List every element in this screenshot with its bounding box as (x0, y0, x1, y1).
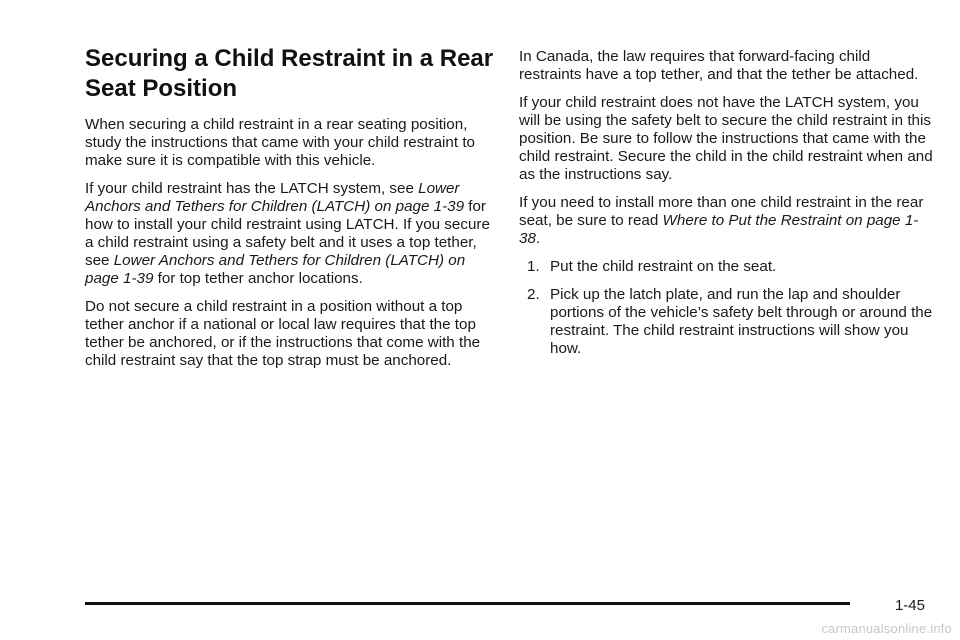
latch-reference-link-2[interactable]: Lower Anchors and Tethers for Children (LATCH) on page 1-39 (85, 252, 466, 287)
section-heading: Securing a Child Restraint in a Rear Seat Position (85, 45, 494, 102)
list-item (519, 286, 934, 358)
footer-rule (85, 602, 850, 605)
multiple-text-b: . (535, 230, 541, 247)
right-column (519, 48, 934, 368)
restraint-reference-link[interactable]: Where to Put the Restraint on page 1-38 (519, 212, 919, 247)
left-column (85, 44, 495, 380)
no-latch-paragraph: If your child restraint does not have the LATCH system, you will be using the safety belt to secure the child restraint in this position. Be sure to follow the instructions that came with the child restraint. Secure the child in the child restraint when and as the instructions say. (519, 94, 933, 183)
step-number: 1. (527, 258, 540, 275)
latch-reference-link-1[interactable]: Lower Anchors and Tethers for Children (LATCH) on page 1-39 (85, 180, 465, 215)
multiple-text-a: If you need to install more than one child restraint in the rear seat, be sure to read (519, 194, 924, 229)
latch-text-a: If your child restraint has the LATCH system, see (85, 180, 419, 197)
watermark: carmanualsonline.info (821, 621, 952, 636)
step-text: Put the child restraint on the seat. (550, 258, 777, 275)
tether-warning-paragraph: Do not secure a child restraint in a position without a top tether anchor if a national or local law requires that the top tether be anchored, or if the instructions that come with the child restraint say that the top strap must be anchored. (85, 298, 481, 369)
step-text: Pick up the latch plate, and run the lap and shoulder portions of the vehicle’s safety belt through or around the restraint. The child restraint instructions will show you how. (550, 286, 933, 357)
latch-text-b: for how to install your child restraint using LATCH. If you secure a child restraint using a safety belt and it uses a top tether, see (85, 198, 490, 269)
list-item (519, 258, 934, 276)
multiple-restraints-paragraph (519, 194, 934, 248)
latch-text-c: for top tether anchor locations. (153, 270, 363, 287)
intro-paragraph: When securing a child restraint in a rear seating position, study the instructions that came with your child restraint to make sure it is compatible with this vehicle. (85, 116, 475, 169)
steps-list (519, 258, 934, 358)
step-number: 2. (527, 286, 540, 303)
page-number: 1-45 (894, 597, 925, 614)
canada-paragraph: In Canada, the law requires that forward-facing child restraints have a top tether, and that the tether be attached. (519, 48, 919, 83)
latch-paragraph (85, 180, 495, 288)
